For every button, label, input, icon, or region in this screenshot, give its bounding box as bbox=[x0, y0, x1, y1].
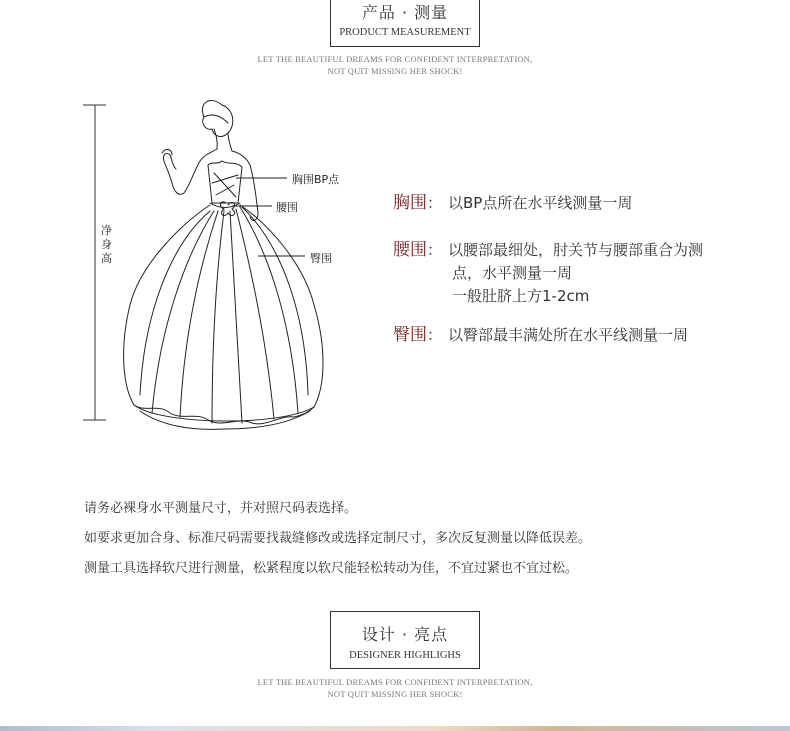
section-title-cn: 产品 · 测量 bbox=[361, 3, 449, 22]
bottom-photo-strip bbox=[0, 726, 790, 731]
waist-label: 腰围 bbox=[276, 201, 298, 214]
bust-point-label: 胸围BP点 bbox=[292, 173, 340, 186]
spec-hip-line1: 以臀部最丰满处所在水平线测量一周 bbox=[448, 326, 689, 344]
section-title-designer-highlights bbox=[330, 611, 480, 669]
tagline-line1: LET THE BEAUTIFUL DREAMS FOR CONFIDENT INTERPRETATION, bbox=[257, 677, 533, 687]
spec-waist-line2: 点，水平测量一周 bbox=[452, 264, 573, 282]
spec-waist-line1: 以腰部最细处，肘关节与腰部重合为测 bbox=[448, 241, 704, 259]
spec-waist bbox=[393, 239, 703, 308]
spec-hip bbox=[393, 324, 688, 347]
spec-colon: ： bbox=[427, 241, 443, 259]
spec-colon: ： bbox=[427, 326, 443, 344]
spec-bust-line1: 以BP点所在水平线测量一周 bbox=[448, 194, 633, 212]
hip-label: 臀围 bbox=[310, 252, 332, 265]
section-title-cn: 设计 · 亮点 bbox=[361, 625, 449, 644]
section-title-en: PRODUCT MEASUREMENT bbox=[339, 27, 471, 38]
note-1: 请务必裸身水平测量尺寸，并对照尺码表选择。 bbox=[84, 501, 358, 516]
spec-bust-key: 胸围 bbox=[393, 193, 427, 213]
spec-bust bbox=[393, 192, 632, 215]
spec-waist-key: 腰围 bbox=[393, 240, 427, 260]
tagline bbox=[0, 676, 790, 700]
note-2: 如要求更加合身、标准尺码需要找裁缝修改或选择定制尺寸，多次反复测量以降低误差。 bbox=[84, 531, 592, 546]
section-title-en: DESIGNER HIGHLIGHS bbox=[349, 650, 461, 661]
tagline-line2: NOT QUIT MISSING HER SHOCK! bbox=[327, 66, 463, 76]
height-label: 净身高 bbox=[101, 224, 115, 266]
spec-hip-key: 臀围 bbox=[393, 325, 427, 345]
spec-waist-line3: 一般肚脐上方1-2cm bbox=[452, 287, 590, 305]
tagline-line1: LET THE BEAUTIFUL DREAMS FOR CONFIDENT INTERPRETATION, bbox=[257, 54, 533, 64]
note-3: 测量工具选择软尺进行测量，松紧程度以软尺能轻松转动为佳，不宜过紧也不宜过松。 bbox=[84, 561, 579, 576]
tagline-line2: NOT QUIT MISSING HER SHOCK! bbox=[327, 689, 463, 699]
spec-colon: ： bbox=[427, 194, 443, 212]
